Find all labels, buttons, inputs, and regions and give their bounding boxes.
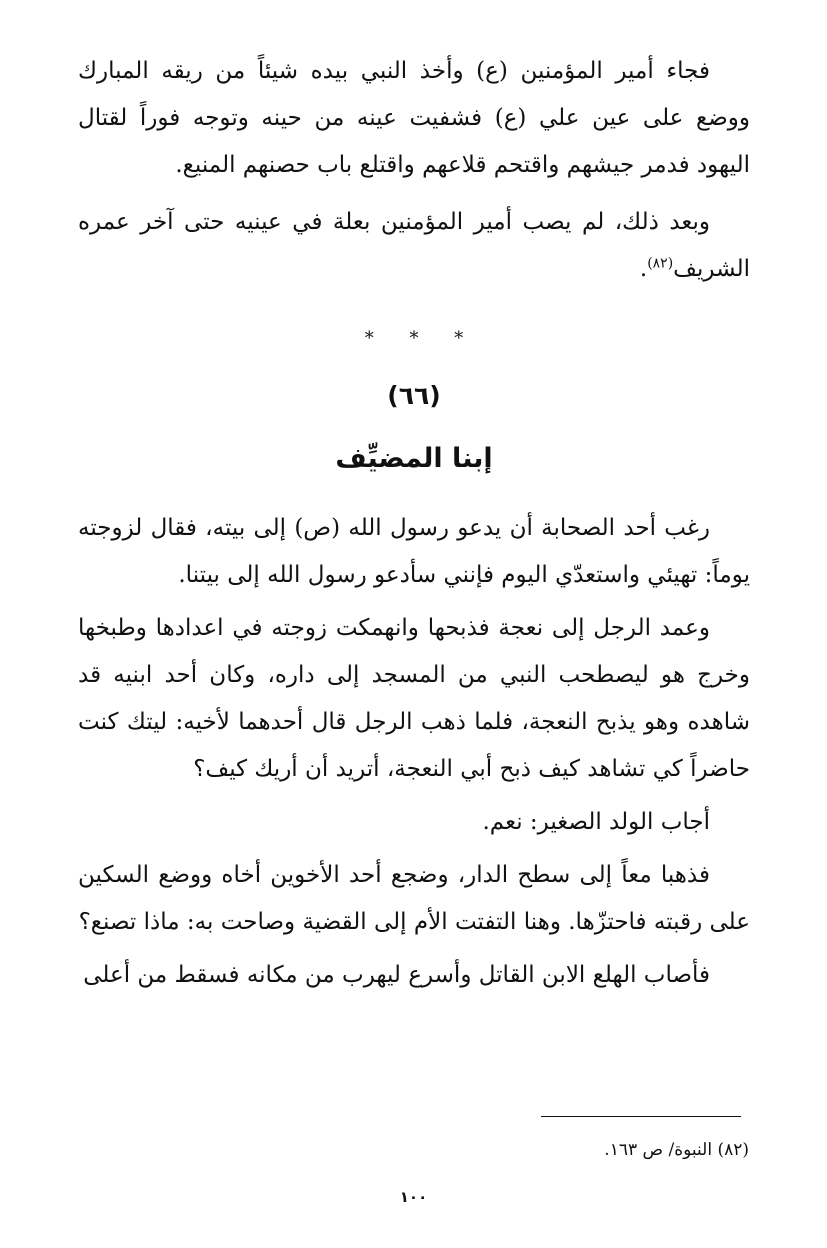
paragraph-prophet-cure: فجاء أمير المؤمنين (ع) وأخذ النبي بيده شيئاً من ريقه المبارك ووضع على عين علي (ع) فشفيت عينه من حينه وتوجه فوراً لقتال اليهود فدمر جيشهم واقتحم قلاعهم واقتلع باب حصنهم المنيع. (78, 58, 750, 178)
paragraph-rooftop: فذهبا معاً إلى سطح الدار، وضجع أحد الأخوين أخاه ووضع السكين على رقبته فاحتزّها. وهنا التفتت الأم إلى القضية وصاحت به: ماذا تصنع؟ (78, 862, 750, 935)
footnote-divider (541, 1116, 741, 1117)
paragraph-gap (78, 189, 750, 199)
paragraph-after-cure (78, 199, 750, 293)
page-body (78, 40, 750, 999)
paragraph-companion-invite: رغب أحد الصحابة أن يدعو رسول الله (ص) إلى بيته، فقال لزوجته يوماً: تهيئي واستعدّي اليوم فإنني سأدعو رسول الله إلى بيتنا. (78, 515, 750, 588)
paragraph-panic: فأصاب الهلع الابن القاتل وأسرع ليهرب من مكانه فسقط من أعلى (83, 962, 710, 988)
footnote-text: (٨٢) النبوة/ ص ١٦٣. (604, 1140, 749, 1160)
page-number: ١٠٠ (399, 1188, 428, 1206)
paragraph-slaughter: وعمد الرجل إلى نعجة فذبحها وانهمكت زوجته في اعدادها وطبخها وخرج هو ليصطحب النبي من المسجد إلى داره، وكان أحد ابنيه قد شاهده وهو يذبح النعجة، فلما ذهب الرجل قال أحدهما لأخيه: ليتك كنت حاضراً كي تشاهد كيف ذبح أبي النعجة، أتريد أن أريك كيف؟ (78, 615, 750, 782)
paragraph-young-answer: أجاب الولد الصغير: نعم. (482, 809, 710, 835)
section-separator: * * * (364, 328, 464, 349)
section-number: (٦٦) (387, 381, 441, 410)
paragraph-end-mark: . (639, 256, 648, 282)
paragraph-after-cure-text: وبعد ذلك، لم يصب أمير المؤمنين بعلة في عينيه حتى آخر عمره الشريف (78, 209, 750, 282)
footnote-reference: (٨٢) (647, 255, 674, 272)
section-title: إبنا المضيِّف (335, 443, 493, 474)
